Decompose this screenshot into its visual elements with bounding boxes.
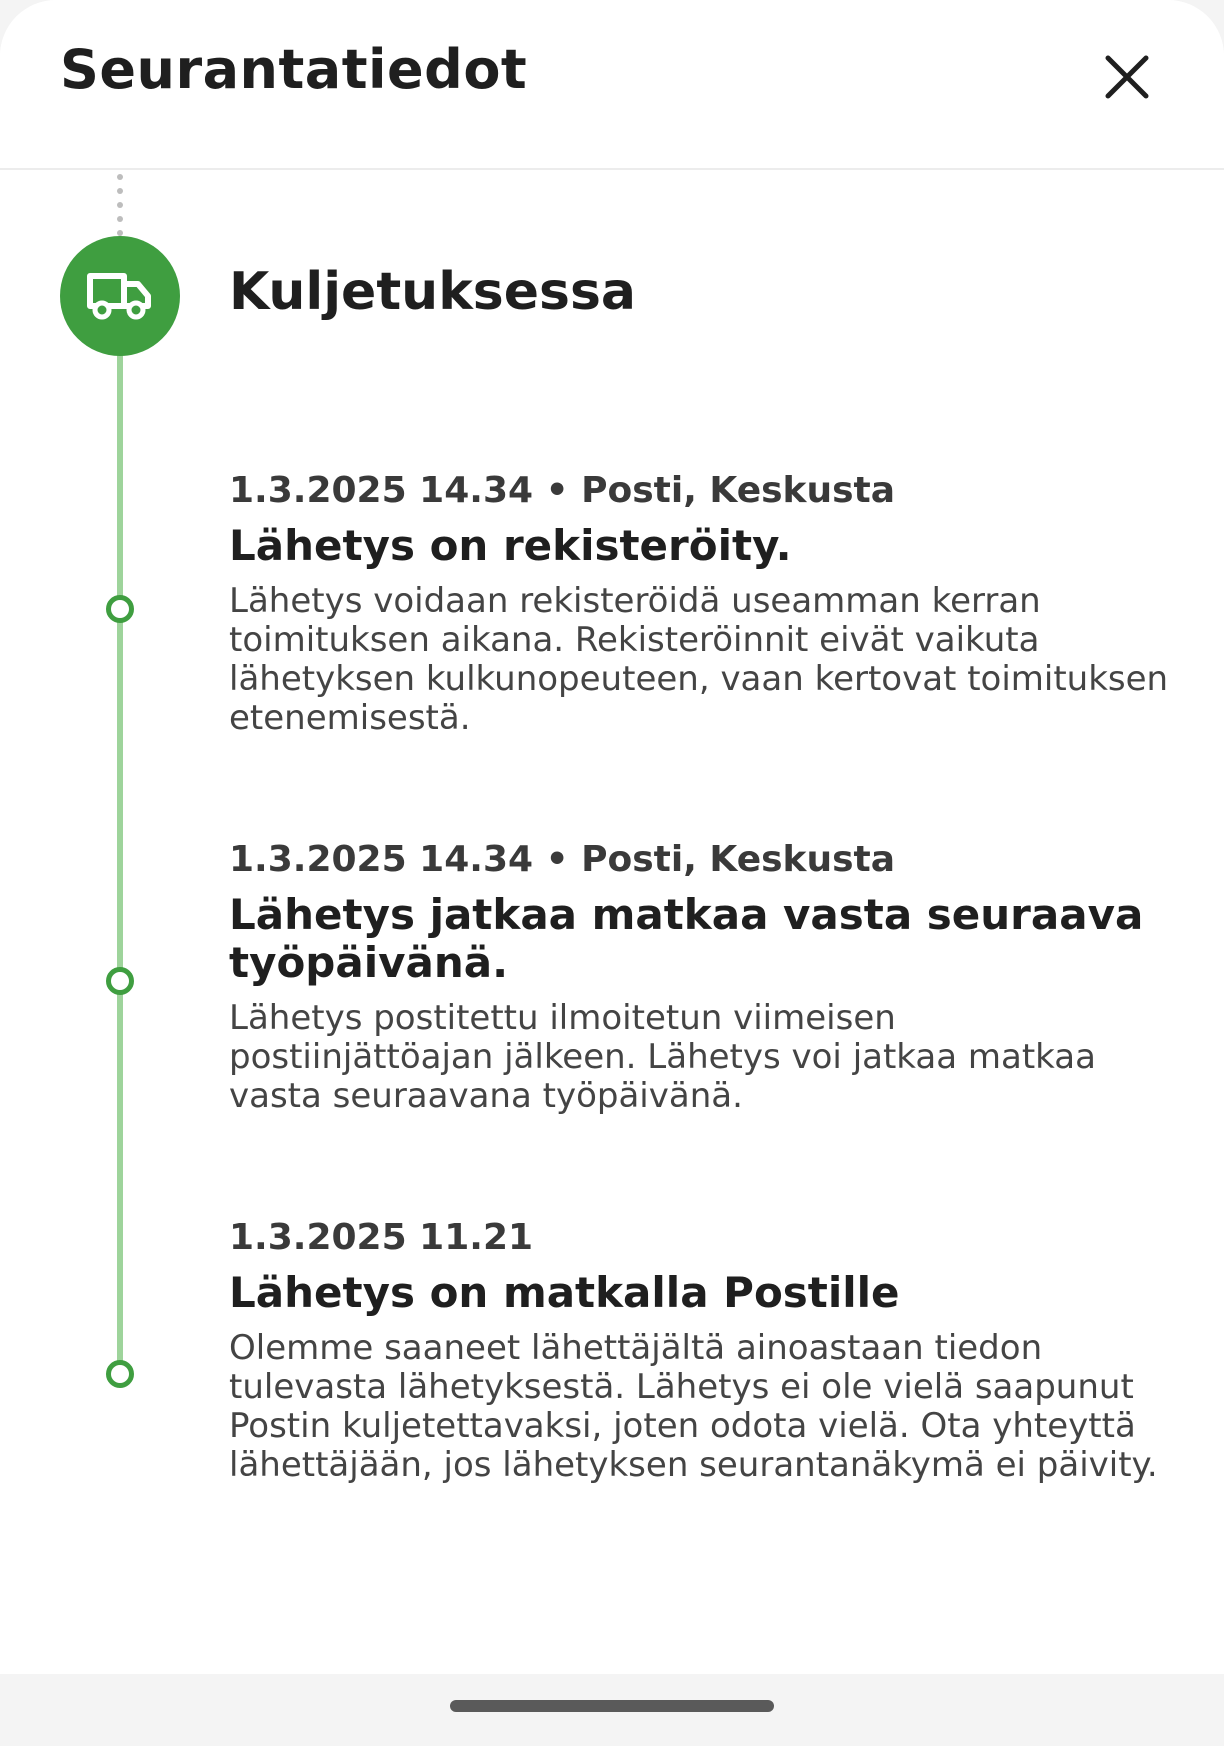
event-description: Lähetys voidaan rekisteröidä useamman kerran toimituksen aikana. Rekisteröinnit eivät vaikuta lähetyksen kulkunopeuteen, vaan kertovat toimituksen etenemisestä.	[229, 581, 1169, 738]
timeline-line	[117, 350, 123, 1374]
sheet-header	[0, 0, 1224, 170]
timeline-event	[229, 1217, 1169, 1485]
timeline-event	[229, 470, 1169, 738]
timeline-node	[106, 1360, 134, 1388]
event-meta: 1.3.2025 14.34 • Posti, Keskusta	[229, 470, 896, 511]
event-title: Lähetys on matkalla Postille	[229, 1268, 900, 1317]
close-icon	[1090, 40, 1164, 114]
event-description: Lähetys postitettu ilmoitetun viimeisen postiinjättöajan jälkeen. Lähetys voi jatkaa matkaa vasta seuraavana työpäivänä.	[229, 998, 1096, 1116]
timeline-event	[229, 839, 1169, 1116]
timeline-node	[106, 967, 134, 995]
event-meta: 1.3.2025 11.21	[229, 1217, 534, 1258]
event-meta: 1.3.2025 14.34 • Posti, Keskusta	[229, 839, 896, 880]
close-button[interactable]	[1090, 40, 1164, 114]
event-description: Olemme saaneet lähettäjältä ainoastaan tiedon tulevasta lähetyksestä. Lähetys ei ole vielä saapunut Postin kuljetettavaksi, joten odota vielä. Ota yhteyttä lähettäjään, jos lähetyksen seurantanäkymä ei päivity.	[229, 1328, 1158, 1485]
event-title: Lähetys jatkaa matkaa vasta seuraava työpäivänä.	[229, 890, 1144, 987]
truck-icon	[84, 262, 156, 328]
status-indicator	[60, 236, 180, 356]
home-indicator[interactable]	[450, 1700, 774, 1712]
page-title: Seurantatiedot	[60, 38, 528, 101]
status-title: Kuljetuksessa	[229, 262, 636, 322]
timeline-dotted-connector	[117, 174, 123, 236]
timeline-node	[106, 595, 134, 623]
event-title: Lähetys on rekisteröity.	[229, 521, 792, 570]
